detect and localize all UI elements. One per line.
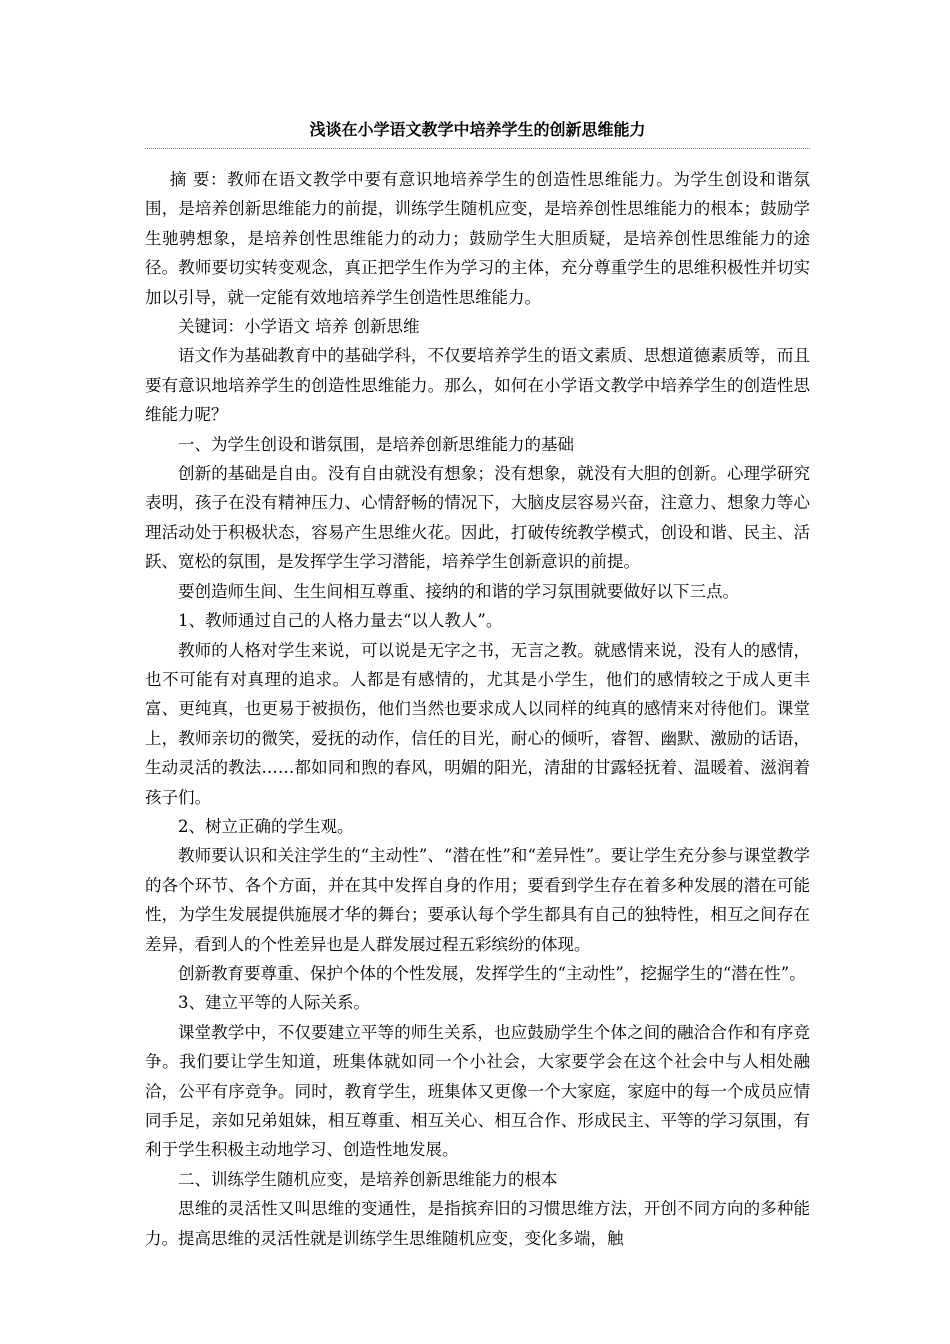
document-page: [145, 118, 810, 1253]
keywords-paragraph: 关键词：小学语文 培养 创新思维: [178, 317, 420, 337]
section-heading: 一、为学生创设和谐氛围，是培养创新思维能力的基础: [178, 434, 574, 454]
body-paragraph: 思维的灵活性又叫思维的变通性，是指摈弃旧的习惯思维方法，开创不同方向的多种能力。提高思维的灵活性就是训练学生思维随机应变，变化多端，触: [145, 1199, 810, 1248]
body-paragraph: 创新的基础是自由。没有自由就没有想象；没有想象，就没有大胆的创新。心理学研究表明，孩子在没有精神压力、心情舒畅的情况下，大脑皮层容易兴奋，注意力、想象力等心理活动处于积极状态，容易产生思维火花。因此，打破传统教学模式，创设和谐、民主、活跃、宽松的氛围，是发挥学生学习潜能，培养学生创新意识的前提。: [145, 464, 810, 572]
subsection-heading: 3、建立平等的人际关系。: [178, 993, 370, 1013]
document-title: 浅谈在小学语文教学中培养学生的创新思维能力: [145, 118, 810, 149]
body-paragraph: 要创造师生间、生生间相互尊重、接纳的和谐的学习氛围就要做好以下三点。: [178, 581, 739, 601]
section-heading: 二、训练学生随机应变，是培养创新思维能力的根本: [178, 1169, 558, 1189]
body-paragraph: 教师的人格对学生来说，可以说是无字之书，无言之教。就感情来说，没有人的感情，也不可能有对真理的追求。人都是有感情的，尤其是小学生，他们的感情较之于成人更丰富、更纯真，也更易于被损伤，他们当然也要求成人以同样的纯真的感情来对待他们。课堂上，教师亲切的微笑，爱抚的动作，信任的目光，耐心的倾听，睿智、幽默、激励的话语，生动灵活的教法……都如同和煦的春风，明媚的阳光，清甜的甘露轻抚着、温暖着、滋润着孩子们。: [145, 640, 810, 807]
subsection-heading: 2、树立正确的学生观。: [178, 816, 354, 836]
subsection-heading: 1、教师通过自己的人格力量去“以人教人”。: [178, 611, 503, 631]
body-paragraph: 教师要认识和关注学生的“主动性”、“潜在性”和“差异性”。要让学生充分参与课堂教学的各个环节、各个方面，并在其中发挥自身的作用；要看到学生存在着多种发展的潜在可能性，为学生发展提供施展才华的舞台；要承认每个学生都具有自己的独特性，相互之间存在差异，看到人的个性差异也是人群发展过程五彩缤纷的体现。: [145, 846, 810, 954]
body-paragraph: 课堂教学中，不仅要建立平等的师生关系，也应鼓励学生个体之间的融洽合作和有序竞争。我们要让学生知道，班集体就如同一个小社会，大家要学会在这个社会中与人相处融洽，公平有序竞争。同时，教育学生，班集体又更像一个大家庭，家庭中的每一个成员应情同手足，亲如兄弟姐妹，相互尊重、相互关心、相互合作、形成民主、平等的学习氛围，有利于学生积极主动地学习、创造性地发展。: [145, 1022, 810, 1160]
abstract-paragraph: 摘 要：教师在语文教学中要有意识地培养学生的创造性思维能力。为学生创设和谐氛围，是培养创新思维能力的前提，训练学生随机应变，是培养创性思维能力的根本；鼓励学生驰骋想象，是培养创性思维能力的动力；鼓励学生大胆质疑，是培养创性思维能力的途径。教师要切实转变观念，真正把学生作为学习的主体，充分尊重学生的思维积极性并切实加以引导，就一定能有效地培养学生创造性思维能力。: [145, 170, 810, 307]
body-paragraph: 创新教育要尊重、保护个体的个性发展，发挥学生的“主动性”，挖掘学生的“潜在性”。: [178, 963, 806, 983]
body-paragraph: 语文作为基础教育中的基础学科，不仅要培养学生的语文素质、思想道德素质等，而且要有意识地培养学生的创造性思维能力。那么，如何在小学语文教学中培养学生的创造性思维能力呢？: [145, 346, 810, 425]
